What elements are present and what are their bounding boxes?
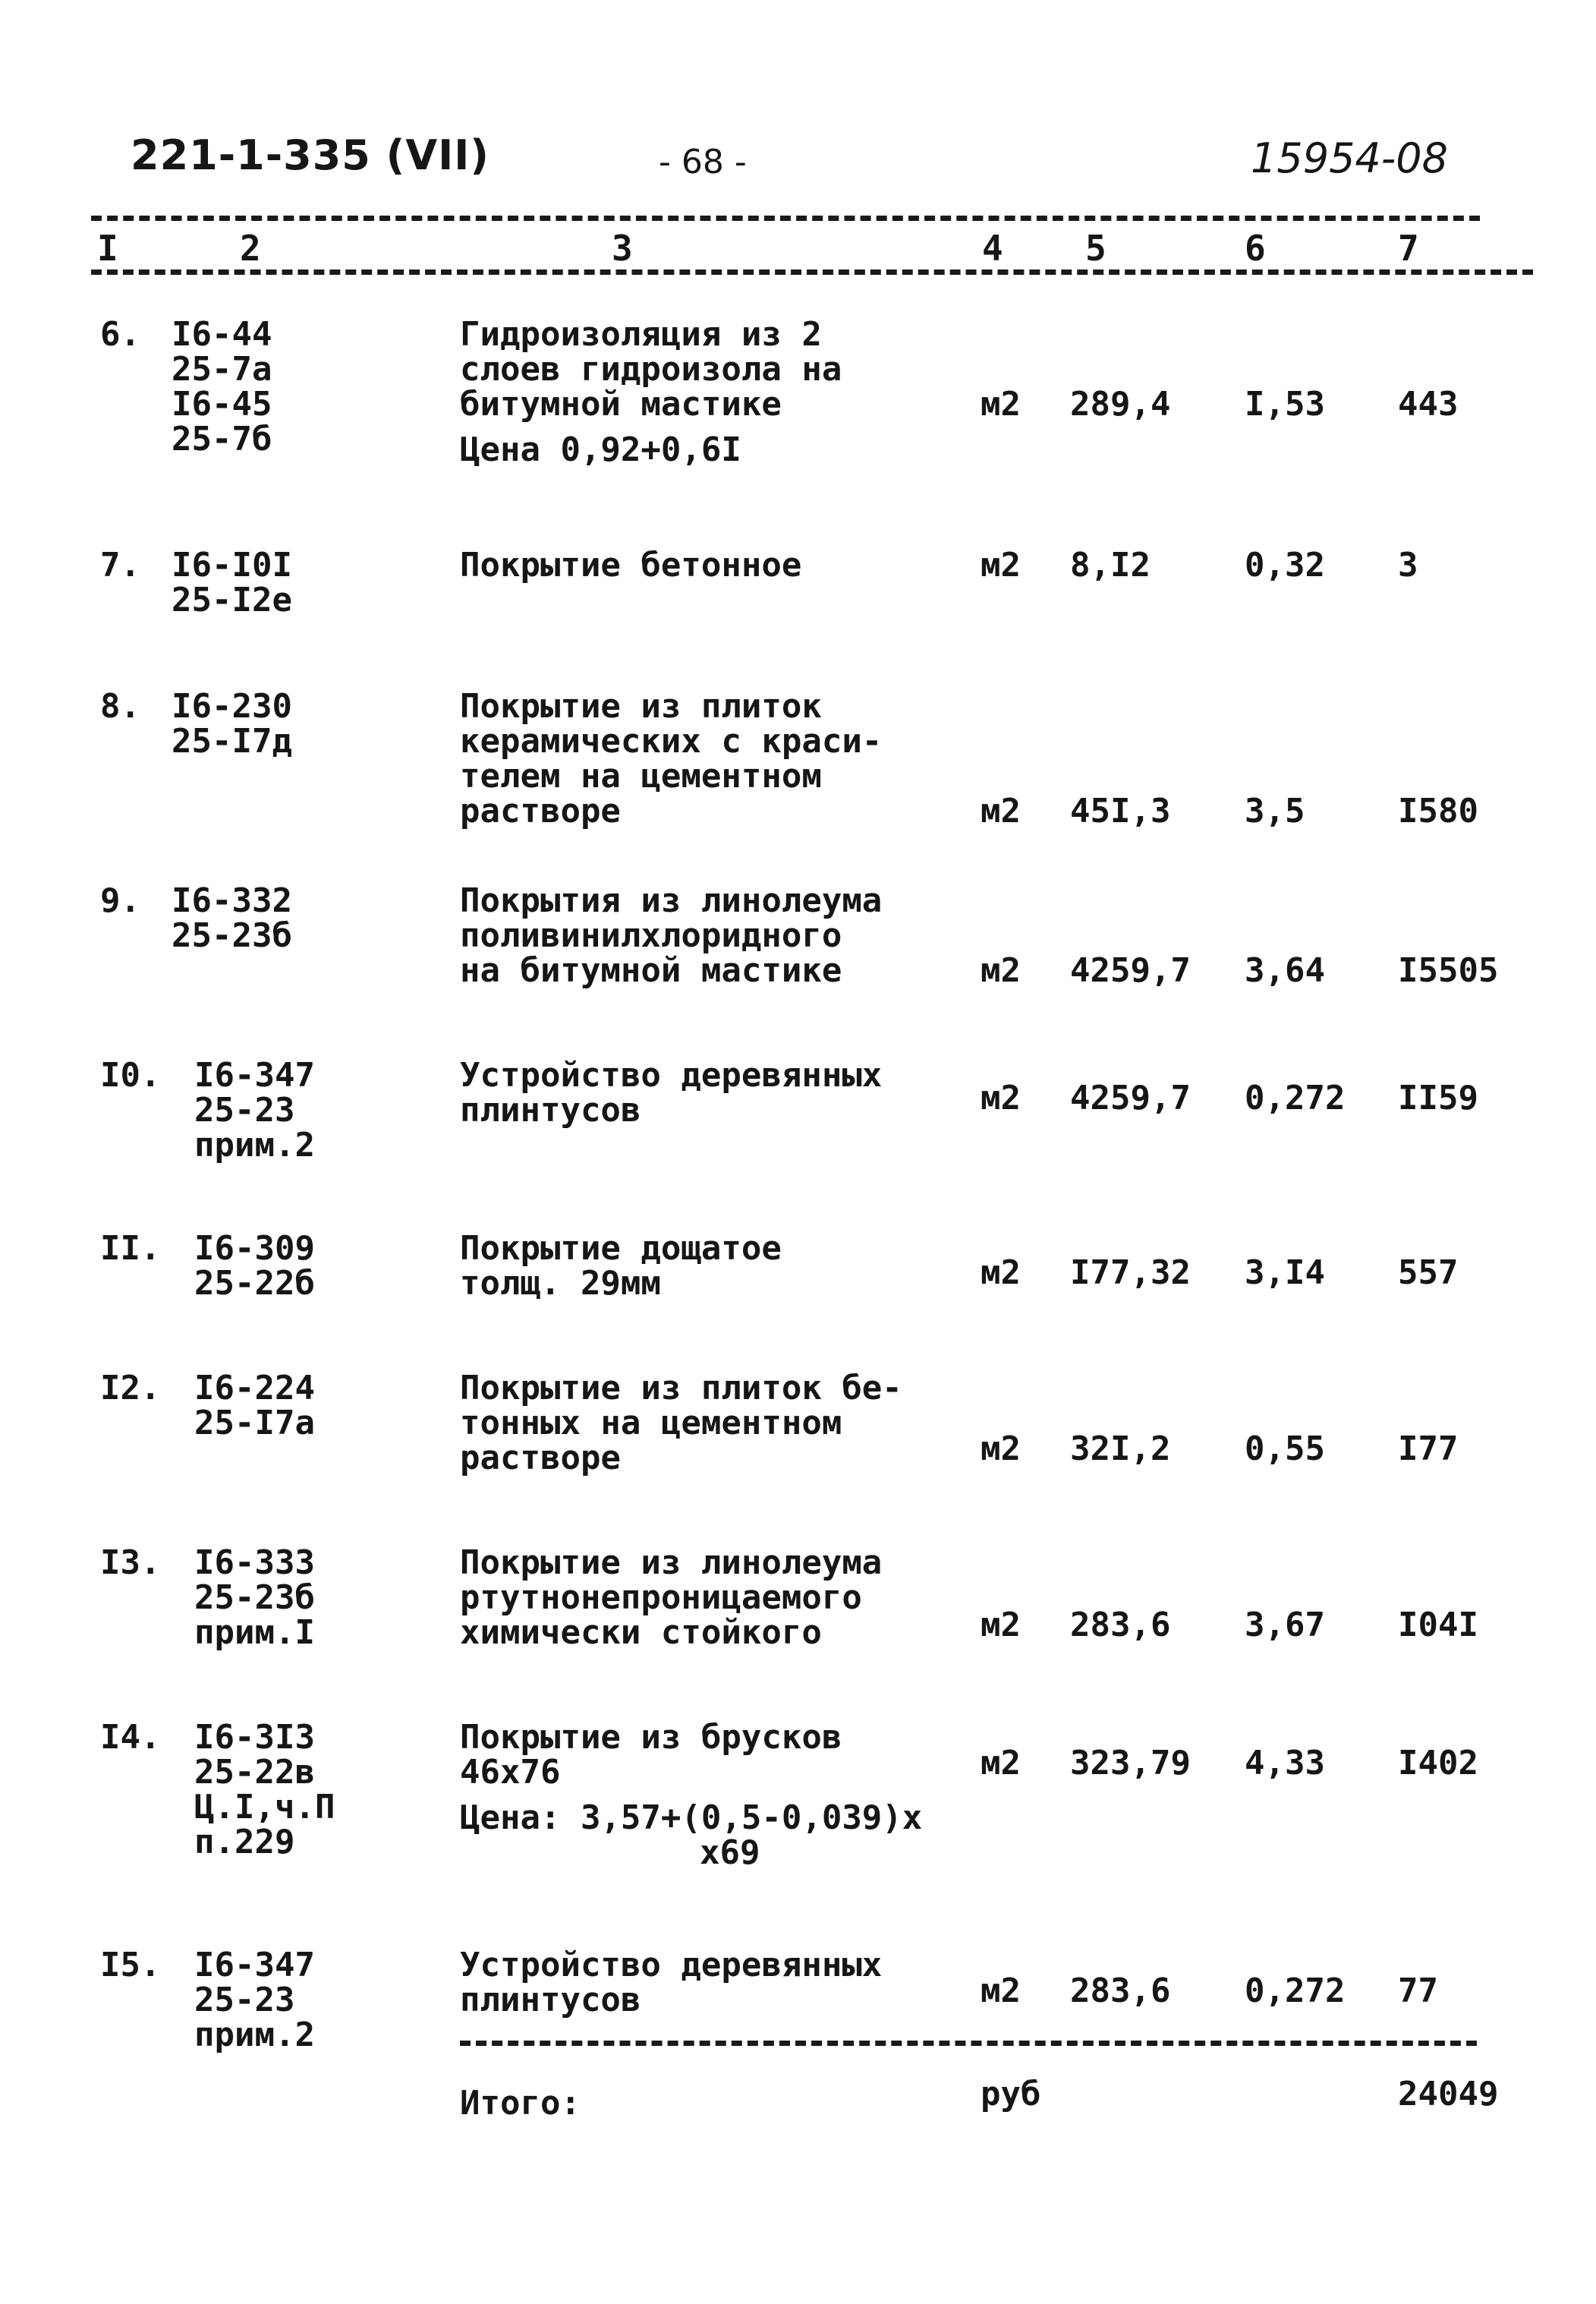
column-number-6: 6 [1245,228,1266,269]
row-codes: I6-3I3 25-22в Ц.I,ч.П п.229 [194,1718,335,1861]
reference-number: 15954-08 [1251,134,1448,182]
row-number: I5. [100,1946,161,1984]
row-unit-price: 0,32 [1245,546,1325,585]
row-description: Покрытие из линолеума ртутнонепроницаемого химически стойкого [460,1543,883,1652]
row-codes: I6-I0I 25-I2е [172,546,292,619]
row-description: Покрытия из линолеума поливинилхлоридного на битумной мастике [460,881,883,990]
row-unit-price: 3,I4 [1245,1253,1325,1292]
row-unit-price: 0,55 [1245,1429,1325,1468]
row-number: I4. [100,1718,161,1757]
column-number-4: 4 [982,228,1003,269]
price-note: Цена 0,92+0,6I [460,430,741,469]
row-quantity: 32I,2 [1070,1429,1171,1468]
row-quantity: 283,6 [1070,1971,1171,2010]
row-unit: м2 [981,951,1021,990]
price-note: Цена: 3,57+(0,5-0,039)х [460,1798,923,1837]
row-unit-price: 3,67 [1245,1606,1325,1644]
row-description: Устройство деревянных плинтусов [460,1056,883,1130]
row-description: Покрытие из плиток керамических с краси- телем на цементном растворе [460,687,883,831]
row-quantity: 45I,3 [1070,792,1171,831]
row-total: I580 [1398,792,1478,831]
row-description: Покрытие бетонное [460,546,802,585]
grand-total: 24049 [1398,2075,1499,2113]
row-number: 9. [100,881,140,920]
row-number: I2. [100,1369,161,1407]
row-codes: I6-44 25-7а I6-45 25-7б [172,315,272,459]
header-divider-top [91,216,1480,221]
row-quantity: 4259,7 [1070,1079,1191,1117]
row-number: 6. [100,315,140,354]
row-unit: м2 [981,1971,1021,2010]
row-unit-price: 3,5 [1245,792,1305,831]
row-quantity: 289,4 [1070,385,1171,424]
row-unit-price: 0,272 [1245,1971,1346,2010]
document-code: 221-1-335 (VII) [131,131,490,179]
column-number-2: 2 [240,228,261,269]
row-codes: I6-230 25-I7д [172,687,292,761]
row-description: Покрытие из плиток бе- тонных на цементном растворе [460,1369,902,1477]
row-description: Покрытие из брусков 46х76 Цена: 3,57+(0,5-0,039)х х69 [460,1718,923,1872]
row-codes: I6-333 25-23б прим.I [194,1543,315,1652]
row-unit: м2 [981,1606,1021,1644]
total-label: Итого: [460,2084,581,2123]
row-unit: м2 [981,1079,1021,1117]
row-unit: м2 [981,1744,1021,1782]
total-divider [460,2041,1477,2046]
column-number-1: I [97,228,118,269]
row-total: I77 [1398,1429,1459,1468]
column-number-5: 5 [1085,228,1106,269]
row-total: 3 [1398,546,1418,585]
row-unit: м2 [981,546,1021,585]
row-total: 443 [1398,385,1459,424]
column-number-3: 3 [612,228,633,269]
row-total: I402 [1398,1744,1478,1782]
row-total: II59 [1398,1079,1478,1117]
row-quantity: I77,32 [1070,1253,1191,1292]
row-description: Покрытие дощатое толщ. 29мм [460,1229,782,1303]
row-codes: I6-309 25-22б [194,1229,315,1303]
row-quantity: 323,79 [1070,1744,1191,1782]
column-number-7: 7 [1398,228,1419,269]
row-quantity: 8,I2 [1070,546,1151,585]
row-unit-price: 4,33 [1245,1744,1325,1782]
row-description: Устройство деревянных плинтусов [460,1946,883,2019]
price-note-continuation: х69 [700,1833,760,1872]
row-unit: м2 [981,1253,1021,1292]
row-unit-price: 3,64 [1245,951,1325,990]
row-number: 8. [100,687,140,726]
row-unit-price: 0,272 [1245,1079,1346,1117]
row-unit: м2 [981,385,1021,424]
header-divider-bottom [91,269,1533,275]
page-number: - 68 - [659,143,747,181]
row-unit-price: I,53 [1245,385,1325,424]
row-unit: м2 [981,1429,1021,1468]
total-unit: руб [981,2075,1041,2113]
row-quantity: 4259,7 [1070,951,1191,990]
row-codes: I6-224 25-I7а [194,1369,315,1442]
row-quantity: 283,6 [1070,1606,1171,1644]
row-codes: I6-332 25-23б [172,881,292,955]
row-total: 557 [1398,1253,1459,1292]
row-total: 77 [1398,1971,1438,2010]
row-total: I5505 [1398,951,1499,990]
row-number: 7. [100,546,140,585]
row-description: Гидроизоляция из 2 слоев гидроизола на битумной мастике Цена 0,92+0,6I [460,315,842,469]
row-total: I04I [1398,1606,1478,1644]
row-codes: I6-347 25-23 прим.2 [194,1946,315,2054]
row-number: II. [100,1229,161,1268]
row-number: I0. [100,1056,161,1095]
row-number: I3. [100,1543,161,1582]
row-unit: м2 [981,792,1021,831]
row-codes: I6-347 25-23 прим.2 [194,1056,315,1165]
